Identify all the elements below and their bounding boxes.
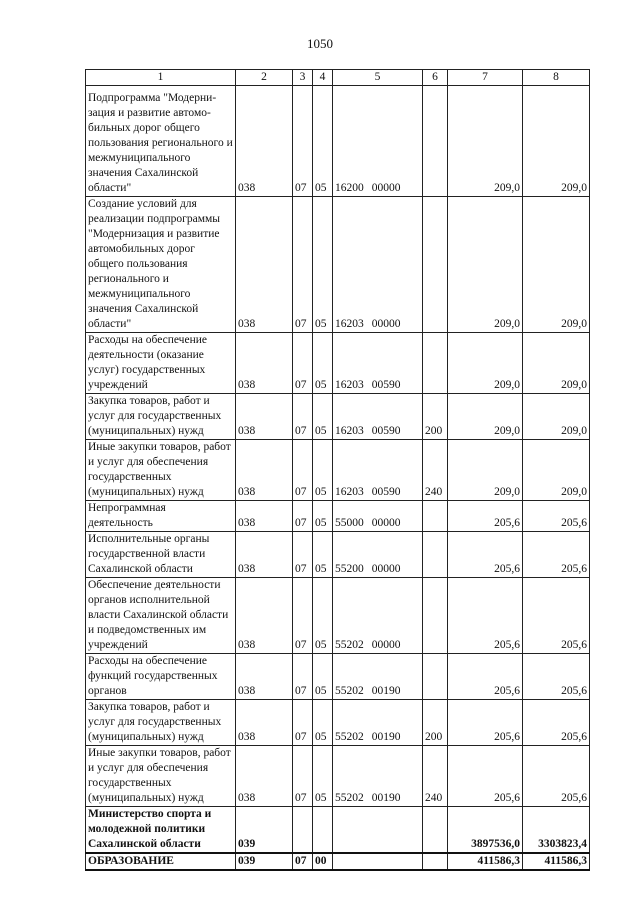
csr-program-code: 55000 bbox=[335, 517, 364, 529]
cell-sum-2: 205,6 bbox=[523, 532, 590, 578]
cell-ved: 038 bbox=[236, 746, 293, 807]
csr-direction-code: 00190 bbox=[371, 731, 401, 743]
csr-direction-code: 00000 bbox=[371, 639, 401, 651]
cell-sum-1: 209,0 bbox=[448, 197, 523, 333]
cell-sum-2: 209,0 bbox=[523, 197, 590, 333]
csr-program-code: 55202 bbox=[335, 792, 364, 804]
csr-program-code: 55202 bbox=[335, 639, 364, 651]
cell-vr bbox=[423, 333, 448, 394]
cell-vr bbox=[423, 807, 448, 854]
cell-csr bbox=[333, 578, 423, 654]
header-col-4: 4 bbox=[313, 70, 333, 86]
cell-rz: 07 bbox=[293, 654, 313, 700]
cell-sum-2: 205,6 bbox=[523, 501, 590, 532]
cell-sum-2: 209,0 bbox=[523, 333, 590, 394]
cell-pr: 05 bbox=[313, 700, 333, 746]
cell-ved: 038 bbox=[236, 197, 293, 333]
cell-rz: 07 bbox=[293, 578, 313, 654]
csr-program-code: 55202 bbox=[335, 731, 364, 743]
cell-name: Иные закупки товаров, работ и услуг для обеспечения государственных (муниципальных) нужд bbox=[86, 440, 236, 501]
cell-rz: 07 bbox=[293, 853, 313, 870]
table-row bbox=[86, 86, 590, 197]
cell-sum-1: 209,0 bbox=[448, 86, 523, 197]
cell-ved: 039 bbox=[236, 853, 293, 870]
table-row bbox=[86, 532, 590, 578]
table-row bbox=[86, 654, 590, 700]
csr-direction-code: 00000 bbox=[371, 318, 401, 330]
page-number: 1050 bbox=[307, 36, 333, 51]
cell-name: Расходы на обеспечение деятельности (оказание услуг) государственных учреждений bbox=[86, 333, 236, 394]
cell-ved: 038 bbox=[236, 501, 293, 532]
header-col-6: 6 bbox=[423, 70, 448, 86]
cell-pr bbox=[313, 807, 333, 854]
table-row bbox=[86, 394, 590, 440]
cell-pr: 05 bbox=[313, 197, 333, 333]
cell-csr bbox=[333, 86, 423, 197]
cell-sum-2: 209,0 bbox=[523, 86, 590, 197]
cell-name: Создание условий для реализации подпрограммы "Модернизация и развитие автомобильных дорог общего пользования регионального и межмуниципального значения Сахалинской области" bbox=[86, 197, 236, 333]
cell-rz: 07 bbox=[293, 501, 313, 532]
cell-csr bbox=[333, 197, 423, 333]
csr-direction-code: 00000 bbox=[371, 517, 401, 529]
cell-csr bbox=[333, 746, 423, 807]
cell-name: Иные закупки товаров, работ и услуг для обеспечения государственных (муниципальных) нужд bbox=[86, 746, 236, 807]
cell-vr: 200 bbox=[423, 700, 448, 746]
cell-sum-1: 3897536,0 bbox=[448, 807, 523, 854]
cell-vr: 240 bbox=[423, 746, 448, 807]
cell-rz: 07 bbox=[293, 197, 313, 333]
cell-vr bbox=[423, 501, 448, 532]
cell-rz: 07 bbox=[293, 394, 313, 440]
cell-name: Закупка товаров, работ и услуг для государственных (муниципальных) нужд bbox=[86, 700, 236, 746]
cell-ved: 038 bbox=[236, 578, 293, 654]
csr-direction-code: 00000 bbox=[371, 182, 401, 194]
cell-vr bbox=[423, 654, 448, 700]
table-row bbox=[86, 578, 590, 654]
cell-rz: 07 bbox=[293, 746, 313, 807]
cell-pr: 05 bbox=[313, 394, 333, 440]
cell-sum-2: 205,6 bbox=[523, 700, 590, 746]
cell-vr bbox=[423, 578, 448, 654]
csr-program-code: 55200 bbox=[335, 563, 364, 575]
csr-program-code: 16200 bbox=[335, 182, 364, 194]
table-row bbox=[86, 197, 590, 333]
budget-table bbox=[85, 69, 590, 871]
csr-direction-code: 00190 bbox=[371, 792, 401, 804]
cell-sum-2: 205,6 bbox=[523, 654, 590, 700]
header-col-8: 8 bbox=[523, 70, 590, 86]
cell-ved: 038 bbox=[236, 440, 293, 501]
cell-csr bbox=[333, 333, 423, 394]
cell-pr: 05 bbox=[313, 654, 333, 700]
cell-csr bbox=[333, 440, 423, 501]
cell-sum-2: 411586,3 bbox=[523, 853, 590, 870]
cell-vr bbox=[423, 197, 448, 333]
cell-sum-2: 3303823,4 bbox=[523, 807, 590, 854]
cell-csr bbox=[333, 654, 423, 700]
cell-vr: 240 bbox=[423, 440, 448, 501]
cell-sum-2: 205,6 bbox=[523, 578, 590, 654]
cell-name: Подпрограмма "Модерни-зация и развитие автомо-бильных дорог общего пользования регионального и межмуниципального значения Сахалинской области" bbox=[86, 86, 236, 197]
cell-sum-2: 209,0 bbox=[523, 394, 590, 440]
cell-ved: 038 bbox=[236, 394, 293, 440]
table-row bbox=[86, 746, 590, 807]
cell-sum-1: 205,6 bbox=[448, 578, 523, 654]
cell-name: Закупка товаров, работ и услуг для государственных (муниципальных) нужд bbox=[86, 394, 236, 440]
csr-direction-code: 00590 bbox=[371, 425, 401, 437]
table-row bbox=[86, 853, 590, 870]
cell-sum-1: 205,6 bbox=[448, 654, 523, 700]
cell-ved: 038 bbox=[236, 86, 293, 197]
cell-vr bbox=[423, 86, 448, 197]
csr-direction-code: 00590 bbox=[371, 379, 401, 391]
csr-direction-code: 00590 bbox=[371, 486, 401, 498]
cell-sum-1: 205,6 bbox=[448, 532, 523, 578]
cell-ved: 039 bbox=[236, 807, 293, 854]
cell-csr bbox=[333, 853, 423, 870]
cell-name: ОБРАЗОВАНИЕ bbox=[86, 853, 236, 870]
csr-program-code: 16203 bbox=[335, 486, 364, 498]
cell-sum-1: 205,6 bbox=[448, 700, 523, 746]
cell-pr: 00 bbox=[313, 853, 333, 870]
cell-ved: 038 bbox=[236, 654, 293, 700]
header-col-7: 7 bbox=[448, 70, 523, 86]
cell-ved: 038 bbox=[236, 333, 293, 394]
cell-vr bbox=[423, 532, 448, 578]
cell-csr bbox=[333, 394, 423, 440]
cell-rz: 07 bbox=[293, 440, 313, 501]
csr-program-code: 55202 bbox=[335, 685, 364, 697]
cell-pr: 05 bbox=[313, 746, 333, 807]
cell-sum-1: 411586,3 bbox=[448, 853, 523, 870]
table-row bbox=[86, 501, 590, 532]
header-col-3: 3 bbox=[293, 70, 313, 86]
cell-pr: 05 bbox=[313, 86, 333, 197]
header-col-5: 5 bbox=[333, 70, 423, 86]
cell-csr bbox=[333, 807, 423, 854]
cell-name: Непрограммная деятельность bbox=[86, 501, 236, 532]
csr-direction-code: 00000 bbox=[371, 563, 401, 575]
csr-program-code: 16203 bbox=[335, 425, 364, 437]
csr-program-code: 16203 bbox=[335, 379, 364, 391]
cell-rz: 07 bbox=[293, 333, 313, 394]
header-row bbox=[86, 70, 590, 86]
cell-pr: 05 bbox=[313, 532, 333, 578]
cell-rz bbox=[293, 807, 313, 854]
table-row bbox=[86, 440, 590, 501]
cell-rz: 07 bbox=[293, 86, 313, 197]
cell-name: Обеспечение деятельности органов исполнительной власти Сахалинской области и подведомственных им учреждений bbox=[86, 578, 236, 654]
table-row bbox=[86, 700, 590, 746]
cell-csr bbox=[333, 700, 423, 746]
cell-sum-1: 205,6 bbox=[448, 501, 523, 532]
cell-rz: 07 bbox=[293, 532, 313, 578]
cell-ved: 038 bbox=[236, 700, 293, 746]
cell-pr: 05 bbox=[313, 578, 333, 654]
cell-sum-1: 205,6 bbox=[448, 746, 523, 807]
cell-ved: 038 bbox=[236, 532, 293, 578]
cell-vr bbox=[423, 853, 448, 870]
cell-sum-1: 209,0 bbox=[448, 333, 523, 394]
cell-name: Министерство спорта и молодежной политики Сахалинской области bbox=[86, 807, 236, 854]
table-row bbox=[86, 807, 590, 854]
header-col-1: 1 bbox=[86, 70, 236, 86]
header-col-2: 2 bbox=[236, 70, 293, 86]
cell-sum-1: 209,0 bbox=[448, 394, 523, 440]
cell-csr bbox=[333, 501, 423, 532]
csr-direction-code: 00190 bbox=[371, 685, 401, 697]
cell-name: Расходы на обеспечение функций государственных органов bbox=[86, 654, 236, 700]
cell-pr: 05 bbox=[313, 333, 333, 394]
cell-sum-2: 209,0 bbox=[523, 440, 590, 501]
cell-sum-2: 205,6 bbox=[523, 746, 590, 807]
cell-rz: 07 bbox=[293, 700, 313, 746]
table-row bbox=[86, 333, 590, 394]
cell-pr: 05 bbox=[313, 501, 333, 532]
cell-name: Исполнительные органы государственной власти Сахалинской области bbox=[86, 532, 236, 578]
cell-csr bbox=[333, 532, 423, 578]
cell-pr: 05 bbox=[313, 440, 333, 501]
cell-sum-1: 209,0 bbox=[448, 440, 523, 501]
csr-program-code: 16203 bbox=[335, 318, 364, 330]
cell-vr: 200 bbox=[423, 394, 448, 440]
